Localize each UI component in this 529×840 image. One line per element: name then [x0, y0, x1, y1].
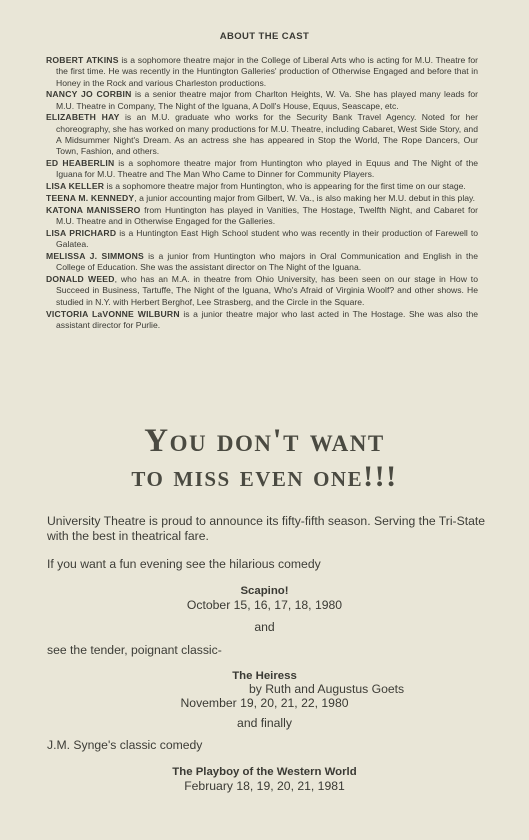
show-title-heiress: The Heiress — [232, 670, 297, 682]
cast-entry — [46, 205, 478, 228]
show-title-scapino: Scapino! — [240, 585, 289, 597]
cast-member-bio: is a sophomore theatre major from Huntington, who is appearing for the first time on our stage. — [104, 181, 466, 192]
cast-member-bio: is a junior from Huntington who majors in Oral Communication and English in the College of Education. She was the assistant director on The Night of the Iguana. — [56, 251, 478, 273]
lead-classic: see the tender, poignant classic- — [47, 643, 222, 657]
cast-member-name: NANCY JO CORBIN — [46, 89, 132, 100]
show-dates-scapino: October 15, 16, 17, 18, 1980 — [186, 598, 343, 612]
headline-line-1: You don't want — [144, 423, 385, 459]
headline-line-2: to miss even one!!! — [131, 460, 398, 493]
cast-member-bio: is a senior theatre major from Charlton Heights, W. Va. She has played many leads for M.U. Theatre in Company, The Night of the Iguana, A Doll's House, Equus, Seascape, etc. — [56, 89, 478, 111]
cast-member-bio: from Huntington has played in Vanities, The Hostage, Twelfth Night, and Cabaret for M.U. Theatre and in Otherwise Engaged for the Galleries. — [56, 204, 478, 227]
cast-member-bio: , a junior accounting major from Gilbert, W. Va., is also making her M.U. debut in this play. — [134, 193, 476, 204]
cast-member-name: ED HEABERLIN — [46, 158, 115, 169]
cast-member-name: KATONA MANISSERO — [46, 204, 141, 215]
cast-member-bio: is a junior theatre major who last acted in The Hostage. She was also the assistant director for Purlie. — [56, 308, 478, 330]
lead-comedy: If you want a fun evening see the hilarious comedy — [47, 557, 321, 571]
cast-list — [46, 55, 478, 332]
cast-member-name: LISA PRICHARD — [46, 227, 117, 238]
connector-and: and — [254, 620, 275, 634]
cast-heading: ABOUT THE CAST — [219, 31, 310, 42]
cast-entry — [46, 193, 478, 204]
cast-member-name: TEENA M. KENNEDY — [46, 193, 135, 204]
cast-entry — [46, 274, 478, 308]
show-author-heiress: by Ruth and Augustus Goets — [249, 682, 405, 696]
connector-and-finally: and finally — [237, 716, 292, 730]
show-dates-heiress: November 19, 20, 21, 22, 1980 — [180, 696, 349, 710]
cast-member-bio: is a sophomore theatre major from Huntington who played in Equus and The Night of the Iguana for M.U. Theatre and The Man Who Came to Dinner for Community Players. — [56, 158, 478, 180]
show-dates-playboy: February 18, 19, 20, 21, 1981 — [184, 779, 345, 793]
cast-entry — [46, 158, 478, 181]
cast-member-name: DONALD WEED — [46, 274, 115, 285]
cast-member-name: LISA KELLER — [46, 181, 105, 192]
cast-member-name: VICTORIA LaVONNE WILBURN — [46, 308, 180, 319]
cast-entry — [46, 181, 478, 192]
cast-member-bio: is a sophomore theatre major in the College of Liberal Arts who is acting for M.U. Theatre for the first time. He was recently in the Huntington Galleries' production of Otherwise Engaged and before that in Honey in the Rock and various Charleston productions. — [56, 55, 478, 88]
cast-member-bio: is a Huntington East High School student who was recently in their production of Farewell to Galatea. — [56, 227, 479, 250]
cast-entry — [46, 55, 478, 89]
cast-member-name: ROBERT ATKINS — [46, 55, 119, 65]
lead-synge: J.M. Synge's classic comedy — [47, 738, 203, 752]
cast-member-name: ELIZABETH HAY — [46, 112, 120, 123]
season-intro: University Theatre is proud to announce its fifty-fifth season. Serving the Tri-State with the best in theatrical fare. — [47, 514, 486, 543]
cast-entry — [46, 89, 478, 112]
cast-member-bio: is an M.U. graduate who works for the Security Bank Travel Agency. Noted for her choreography, she has worked on many productions for M.U. Theatre, including Cabaret, West Side Story, and A Midsummer Night's Dream. As an actress she has appeared in Stop the World, The Rope Dancers, Our Town, Fashion, and others. — [56, 112, 478, 157]
cast-member-bio: , who has an M.A. in theatre from Ohio University, has been seen on our stage in How to Succeed in Business, Tartuffe, The Night of the Iguana, Who's Afraid of Virginia Woolf? and other shows. He studied in N.Y. with Herbert Berghof, Lee Strasberg, and the Circle in the Square. — [56, 274, 478, 307]
cast-entry — [46, 112, 478, 157]
cast-entry — [46, 228, 478, 251]
cast-entry — [46, 251, 478, 274]
show-title-playboy: The Playboy of the Western World — [172, 766, 357, 778]
cast-member-name: MELISSA J. SIMMONS — [46, 251, 144, 262]
cast-entry — [46, 309, 478, 332]
